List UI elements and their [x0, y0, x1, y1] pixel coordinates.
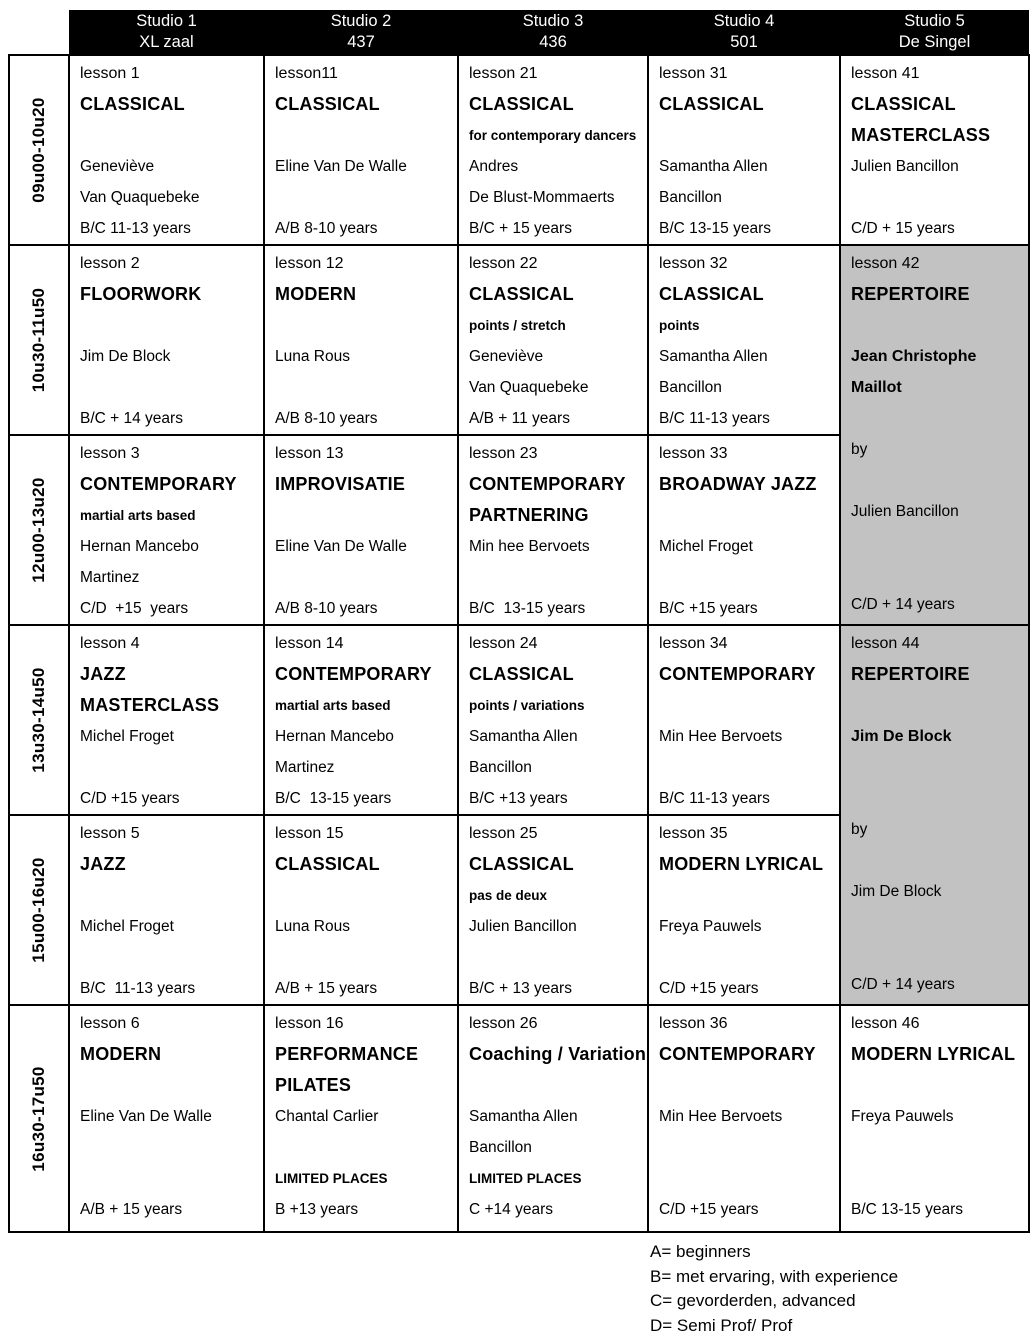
teacher-name: Julien Bancillon [851, 158, 959, 175]
teacher-name: Jean Christophe [851, 348, 977, 365]
lesson-title: PILATES [275, 1075, 352, 1095]
lesson-title: PERFORMANCE [275, 1044, 419, 1064]
age-level: C/D + 15 years [851, 220, 955, 237]
age-level: B/C 11-13 years [80, 980, 196, 997]
lesson-title: MODERN LYRICAL [851, 1044, 1016, 1064]
lesson-number: lesson 32 [659, 255, 728, 272]
teacher-name: Bancillon [469, 1139, 532, 1156]
lesson-cell-lesson-42 [840, 245, 1029, 625]
age-level: C/D +15 years [659, 1201, 759, 1218]
teacher-name: Samantha Allen [469, 728, 578, 745]
spacer [659, 1070, 839, 1101]
lesson-title: MODERN [275, 284, 357, 304]
age-level: B/C 13-15 years [851, 1201, 963, 1218]
age-level: C/D + 14 years [851, 596, 955, 613]
spacer [851, 783, 1028, 814]
studio-header-1 [69, 10, 264, 55]
teacher-name: Julien Bancillon [851, 503, 959, 520]
lesson-number: lesson 22 [469, 255, 538, 272]
lesson-title: JAZZ [80, 664, 126, 684]
lesson-number: lesson 5 [80, 825, 140, 842]
spacer [275, 562, 457, 593]
studio-name: Studio 3 [522, 12, 584, 30]
lesson-number: lesson 14 [275, 635, 344, 652]
spacer [275, 310, 457, 341]
teacher-name: by [851, 441, 868, 458]
lesson-title: CLASSICAL [659, 284, 764, 304]
spacer [851, 527, 1028, 558]
lesson-title: CONTEMPORARY [469, 474, 626, 494]
age-level: B/C 11-13 years [80, 220, 191, 237]
time-slot-label: 10u30-11u50 [29, 287, 48, 393]
teacher-name: Michel Froget [659, 538, 753, 555]
spacer [80, 752, 263, 783]
schedule-row [9, 55, 1029, 245]
legend-line: C= gevorderden, advanced [650, 1291, 856, 1310]
teacher-name: Freya Pauwels [851, 1108, 954, 1125]
schedule-row [9, 1005, 1029, 1232]
lesson-number: lesson 16 [275, 1015, 344, 1032]
teacher-name: Michel Froget [80, 728, 174, 745]
lesson-number: lesson 31 [659, 65, 728, 82]
lesson-title: MASTERCLASS [80, 695, 220, 715]
spacer [275, 1132, 457, 1163]
spacer [659, 562, 839, 593]
age-level: B/C +13 years [469, 790, 568, 807]
lesson-title: MASTERCLASS [851, 125, 991, 145]
age-level: B/C 11-13 years [659, 410, 770, 427]
legend [650, 1240, 898, 1338]
lesson-subtitle: martial arts based [275, 698, 391, 713]
spacer [659, 752, 839, 783]
lesson-title: JAZZ [80, 854, 126, 874]
teacher-name: Martinez [275, 759, 335, 776]
lesson-cell-lesson-44 [840, 625, 1029, 1005]
spacer [851, 558, 1028, 589]
studio-header-3 [458, 10, 648, 55]
age-level: C/D + 14 years [851, 976, 955, 993]
lesson-title: CLASSICAL [275, 94, 380, 114]
lesson-title: MODERN [80, 1044, 162, 1064]
lesson-cell-lesson-4 [69, 625, 264, 815]
teacher-name: De Blust-Mommaerts [469, 189, 615, 206]
age-level: B/C + 13 years [469, 980, 572, 997]
lesson-cell-lesson11 [264, 55, 458, 245]
lesson-cell-lesson-1 [69, 55, 264, 245]
spacer [80, 310, 263, 341]
time-slot-label: 12u00-13u20 [29, 477, 48, 583]
lesson-number: lesson 46 [851, 1015, 920, 1032]
lesson-title: PARTNERING [469, 505, 589, 525]
teacher-name: Geneviève [80, 158, 155, 175]
spacer [275, 182, 457, 213]
studio-name: Studio 1 [136, 12, 197, 30]
spacer [469, 942, 647, 973]
lesson-cell-lesson-3 [69, 435, 264, 625]
spacer [659, 1132, 839, 1163]
limited-places-note: LIMITED PLACES [469, 1171, 582, 1186]
teacher-name: Hernan Mancebo [275, 728, 394, 745]
schedule-row [9, 245, 1029, 435]
teacher-name: Bancillon [659, 189, 722, 206]
lesson-title: CONTEMPORARY [275, 664, 432, 684]
spacer [851, 845, 1028, 876]
time-slot-cell [9, 1005, 69, 1232]
studio-room: 436 [539, 33, 567, 51]
spacer [659, 880, 839, 911]
teacher-name: Samantha Allen [659, 348, 768, 365]
lesson-cell-lesson-6 [69, 1005, 264, 1232]
lesson-cell-lesson-22 [458, 245, 648, 435]
studio-room: 501 [730, 33, 758, 51]
time-slot-cell [9, 625, 69, 815]
time-slot-label: 15u00-16u20 [29, 857, 48, 963]
spacer [851, 465, 1028, 496]
spacer [851, 182, 1028, 213]
lesson-title: IMPROVISATIE [275, 474, 406, 494]
limited-places-note: LIMITED PLACES [275, 1171, 388, 1186]
age-level: B/C + 15 years [469, 220, 572, 237]
teacher-name: Maillot [851, 379, 902, 396]
teacher-name: Jim De Block [851, 883, 942, 900]
lesson-number: lesson 24 [469, 635, 538, 652]
lesson-title: CLASSICAL [469, 854, 574, 874]
spacer [851, 907, 1028, 938]
studio-room: De Singel [898, 33, 971, 51]
age-level: A/B + 11 years [469, 410, 570, 427]
teacher-name: Min Hee Bervoets [659, 1108, 783, 1125]
spacer [469, 562, 647, 593]
teacher-name: Eline Van De Walle [80, 1108, 212, 1125]
spacer [80, 1132, 263, 1163]
lesson-number: lesson 36 [659, 1015, 728, 1032]
studio-header-5 [840, 10, 1029, 55]
lesson-subtitle: points / stretch [469, 318, 566, 333]
time-slot-cell [9, 815, 69, 1005]
studio-name: Studio 4 [713, 12, 775, 30]
age-level: B/C 11-13 years [659, 790, 770, 807]
lesson-cell-lesson-23 [458, 435, 648, 625]
spacer [851, 1132, 1028, 1163]
spacer [851, 310, 1028, 341]
spacer [659, 500, 839, 531]
spacer [275, 942, 457, 973]
lesson-cell-lesson-46 [840, 1005, 1029, 1232]
lesson-cell-lesson-31 [648, 55, 840, 245]
time-slot-cell [9, 55, 69, 245]
lesson-number: lesson 6 [80, 1015, 140, 1032]
teacher-name: Samantha Allen [659, 158, 768, 175]
lesson-number: lesson 26 [469, 1015, 538, 1032]
lesson-subtitle: martial arts based [80, 508, 196, 523]
teacher-name: Michel Froget [80, 918, 174, 935]
legend-line: A= beginners [650, 1242, 751, 1261]
lesson-cell-lesson-5 [69, 815, 264, 1005]
spacer [80, 1163, 263, 1194]
teacher-name: Van Quaquebeke [469, 379, 589, 396]
lesson-title: CLASSICAL [275, 854, 380, 874]
lesson-cell-lesson-34 [648, 625, 840, 815]
spacer [275, 500, 457, 531]
lesson-title: CLASSICAL [469, 284, 574, 304]
spacer [659, 942, 839, 973]
studio-room: 437 [347, 33, 375, 51]
age-level: A/B 8-10 years [275, 220, 378, 237]
lesson-title: REPERTOIRE [851, 284, 970, 304]
lesson-subtitle: points [659, 318, 700, 333]
lesson-title: CONTEMPORARY [80, 474, 237, 494]
spacer [659, 690, 839, 721]
schedule-row [9, 625, 1029, 815]
lesson-title: MODERN LYRICAL [659, 854, 824, 874]
lesson-number: lesson 1 [80, 65, 140, 82]
lesson-title: CLASSICAL [851, 94, 956, 114]
age-level: B/C + 14 years [80, 410, 183, 427]
spacer [851, 403, 1028, 434]
spacer [275, 880, 457, 911]
spacer [851, 752, 1028, 783]
spacer [275, 372, 457, 403]
lesson-title: FLOORWORK [80, 284, 202, 304]
studio-header-2 [264, 10, 458, 55]
lesson-title: CLASSICAL [469, 664, 574, 684]
header-corner-spacer [9, 10, 69, 55]
legend-line: B= met ervaring, with experience [650, 1266, 899, 1286]
age-level: A/B 8-10 years [275, 600, 378, 617]
schedule-body [9, 55, 1029, 1232]
time-slot-label: 16u30-17u50 [29, 1065, 48, 1172]
teacher-name: Van Quaquebeke [80, 189, 200, 206]
age-level: B +13 years [275, 1201, 359, 1218]
lesson-number: lesson 13 [275, 445, 344, 462]
age-level: C/D +15 years [80, 790, 180, 807]
studio-room: XL zaal [139, 33, 194, 51]
time-slot-cell [9, 245, 69, 435]
lesson-number: lesson 25 [469, 825, 538, 842]
spacer [80, 942, 263, 973]
teacher-name: Luna Rous [275, 348, 350, 365]
lesson-number: lesson 15 [275, 825, 344, 842]
lesson-subtitle: pas de deux [469, 888, 548, 903]
age-level: A/B 8-10 years [275, 410, 378, 427]
spacer [469, 1070, 647, 1101]
spacer [659, 120, 839, 151]
teacher-name: by [851, 821, 868, 838]
teacher-name: Andres [469, 158, 519, 175]
lesson-title: CLASSICAL [659, 94, 764, 114]
lesson-number: lesson 33 [659, 445, 728, 462]
lesson-title: REPERTOIRE [851, 664, 970, 684]
lesson-cell-lesson-33 [648, 435, 840, 625]
lesson-number: lesson 3 [80, 445, 140, 462]
lesson-cell-lesson-13 [264, 435, 458, 625]
teacher-name: Luna Rous [275, 918, 350, 935]
lesson-cell-lesson-26 [458, 1005, 648, 1232]
teacher-name: Eline Van De Walle [275, 158, 407, 175]
studio-header-row [9, 10, 1029, 55]
teacher-name: Martinez [80, 569, 140, 586]
legend-line: D= Semi Prof/ Prof [650, 1315, 793, 1335]
age-level: B/C +15 years [659, 600, 758, 617]
lesson-cell-lesson-35 [648, 815, 840, 1005]
lesson-cell-lesson-2 [69, 245, 264, 435]
teacher-name: Julien Bancillon [469, 918, 577, 935]
spacer [851, 1163, 1028, 1194]
spacer [851, 690, 1028, 721]
lesson-title: CLASSICAL [80, 94, 185, 114]
lesson-title: CLASSICAL [469, 94, 574, 114]
spacer [851, 938, 1028, 969]
lesson-number: lesson 21 [469, 65, 538, 82]
spacer [275, 120, 457, 151]
lesson-cell-lesson-16 [264, 1005, 458, 1232]
spacer [80, 372, 263, 403]
studio-header-4 [648, 10, 840, 55]
teacher-name: Jim De Block [851, 728, 952, 745]
lesson-number: lesson 23 [469, 445, 538, 462]
lesson-cell-lesson-24 [458, 625, 648, 815]
age-level: A/B + 15 years [80, 1201, 183, 1218]
lesson-number: lesson 42 [851, 255, 920, 272]
teacher-name: Geneviève [469, 348, 544, 365]
lesson-number: lesson 12 [275, 255, 344, 272]
time-slot-cell [9, 435, 69, 625]
teacher-name: Hernan Mancebo [80, 538, 199, 555]
lesson-cell-lesson-15 [264, 815, 458, 1005]
spacer [80, 120, 263, 151]
schedule-table [8, 10, 1030, 1233]
lesson-number: lesson11 [275, 65, 338, 82]
age-level: B/C 13-15 years [469, 600, 586, 617]
spacer [659, 1163, 839, 1194]
lesson-subtitle: for contemporary dancers [469, 128, 637, 143]
spacer [80, 1070, 263, 1101]
age-level: C/D +15 years [80, 600, 189, 617]
teacher-name: Chantal Carlier [275, 1108, 379, 1125]
teacher-name: Bancillon [659, 379, 722, 396]
lesson-number: lesson 34 [659, 635, 728, 652]
teacher-name: Jim De Block [80, 348, 171, 365]
lesson-title: CONTEMPORARY [659, 664, 816, 684]
age-level: C +14 years [469, 1201, 554, 1218]
age-level: B/C 13-15 years [659, 220, 771, 237]
teacher-name: Freya Pauwels [659, 918, 762, 935]
lesson-number: lesson 4 [80, 635, 140, 652]
teacher-name: Bancillon [469, 759, 532, 776]
lesson-cell-lesson-12 [264, 245, 458, 435]
lesson-number: lesson 2 [80, 255, 140, 272]
age-level: A/B + 15 years [275, 980, 378, 997]
spacer [80, 880, 263, 911]
lesson-number: lesson 41 [851, 65, 920, 82]
lesson-cell-lesson-32 [648, 245, 840, 435]
lesson-cell-lesson-14 [264, 625, 458, 815]
time-slot-label: 09u00-10u20 [29, 97, 48, 203]
lesson-number: lesson 35 [659, 825, 728, 842]
lesson-subtitle: points / variations [469, 698, 585, 713]
teacher-name: Min hee Bervoets [469, 538, 590, 555]
lesson-title: BROADWAY JAZZ [659, 474, 817, 494]
lesson-cell-lesson-21 [458, 55, 648, 245]
teacher-name: Min Hee Bervoets [659, 728, 783, 745]
teacher-name: Eline Van De Walle [275, 538, 407, 555]
lesson-title: CONTEMPORARY [659, 1044, 816, 1064]
age-level: B/C 13-15 years [275, 790, 392, 807]
lesson-title: Coaching / Variation [469, 1044, 647, 1064]
teacher-name: Samantha Allen [469, 1108, 578, 1125]
lesson-cell-lesson-41 [840, 55, 1029, 245]
time-slot-label: 13u30-14u50 [29, 667, 48, 773]
lesson-cell-lesson-25 [458, 815, 648, 1005]
spacer [851, 1070, 1028, 1101]
studio-name: Studio 2 [330, 12, 392, 30]
studio-name: Studio 5 [904, 12, 965, 30]
lesson-number: lesson 44 [851, 635, 920, 652]
lesson-cell-lesson-36 [648, 1005, 840, 1232]
age-level: C/D +15 years [659, 980, 759, 997]
